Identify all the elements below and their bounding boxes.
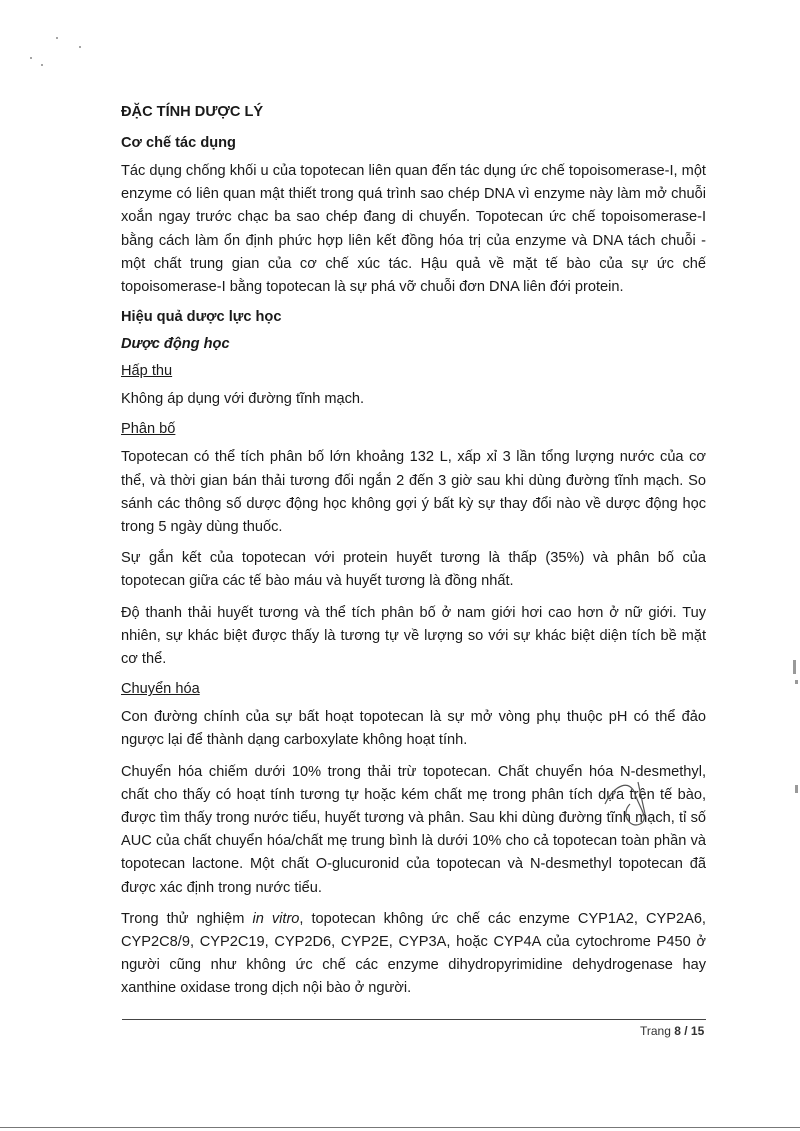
subheading-distribution: Phân bố	[121, 421, 176, 438]
subheading-metabolism: Chuyển hóa	[121, 681, 200, 698]
paragraph-mechanism: Tác dụng chống khối u của topotecan liên quan đến tác dụng ức chế topoisomerase-I, một enzyme có liên quan mật thiết trong quá trình sao chép DNA vì enzyme này làm mở chuỗi xoắn ngay trước chạc ba sao chép đang di chuyển. Topotecan ức chế topoisomerase-I bằng cách làm ổn định phức hợp liên kết đồng hóa trị của enzyme và DNA tách chuỗi - một chất trung gian của cơ chế xúc tác. Hậu quả về mặt tế bào của sự ức chế topoisomerase-I bằng topotecan là sự phá vỡ chuỗi đơn DNA liên đới protein.	[121, 163, 706, 296]
document-body	[121, 102, 706, 1009]
page-number-footer	[640, 1024, 704, 1038]
scan-speck	[56, 37, 58, 39]
paragraph-metabolism-1: Con đường chính của sự bất hoạt topotecan là sự mở vòng phụ thuộc pH có thể đảo ngược lại để thành dạng carboxylate không hoạt tính.	[121, 709, 706, 749]
paragraph-metabolism-2: Chuyển hóa chiếm dưới 10% trong thải trừ topotecan. Chất chuyển hóa N-desmethyl, chất cho thấy có hoạt tính tương tự hoặc kém chất mẹ trong phân tích dựa trên tế bào, được tìm thấy trong nước tiểu, huyết tương và phân. Sau khi dùng đường tĩnh mạch, tỉ số AUC của chất chuyển hóa/chất mẹ trung bình là dưới 10% cho cả topotecan toàn phần và topotecan lactone. Một chất O-glucuronid của topotecan và N-desmethyl topotecan đã được xác định trong nước tiểu.	[121, 763, 706, 896]
paragraph-distribution-2: Sự gắn kết của topotecan với protein huyết tương là thấp (35%) và phân bố của topotecan giữa các tế bào máu và huyết tương là đồng nhất.	[121, 550, 706, 590]
scan-speck	[79, 46, 81, 48]
in-vitro-term: in vitro	[252, 910, 300, 927]
paragraph-distribution-1: Topotecan có thể tích phân bố lớn khoảng 132 L, xấp xỉ 3 lần tổng lượng nước của cơ thể, và thời gian bán thải tương đối ngắn 2 đến 3 giờ sau khi dùng đường tĩnh mạch. So sánh các thông số dược động học không gợi ý bất kỳ sự thay đổi nào về dược động học trong 5 ngày dùng thuốc.	[121, 449, 706, 536]
section-heading: ĐẶC TÍNH DƯỢC LÝ	[121, 104, 264, 120]
paragraph-metabolism-3	[121, 908, 706, 1001]
footer-rule	[122, 1019, 706, 1020]
paragraph-distribution-3: Độ thanh thải huyết tương và thể tích phân bố ở nam giới hơi cao hơn ở nữ giới. Tuy nhiên, sự khác biệt được thấy là tương tự về lượng so với sự khác biệt diện tích bề mặt cơ thể.	[121, 604, 706, 668]
subheading-absorption: Hấp thu	[121, 363, 173, 380]
scan-speck	[41, 64, 43, 66]
paragraph-metabolism-3-start: Trong thử nghiệm	[121, 910, 253, 927]
margin-mark	[795, 680, 798, 684]
subheading-pharmacokinetics: Dược động học	[121, 336, 230, 353]
margin-mark	[793, 660, 796, 674]
paragraph-metabolism-3-end: , topotecan không ức chế các enzyme CYP1A2, CYP2A6, CYP2C8/9, CYP2C19, CYP2D6, CYP2E, CYP3A, hoặc CYP4A của cytochrome P450 ở người cũng như không ức chế các enzyme dihydropyrimidine dehydrogenase hay xanthine oxidase trong dịch nội bào ở người.	[121, 910, 706, 997]
bottom-rule	[0, 1127, 800, 1128]
subheading-pharmacodynamics: Hiệu quả dược lực học	[121, 309, 282, 326]
page-number: 8 / 15	[674, 1024, 705, 1038]
margin-mark	[795, 785, 798, 793]
page-label: Trang	[640, 1024, 675, 1038]
scan-speck	[30, 57, 32, 59]
subheading-mechanism: Cơ chế tác dụng	[121, 135, 236, 151]
handwritten-mark-icon	[600, 774, 660, 828]
paragraph-absorption: Không áp dụng với đường tĩnh mạch.	[121, 391, 365, 408]
